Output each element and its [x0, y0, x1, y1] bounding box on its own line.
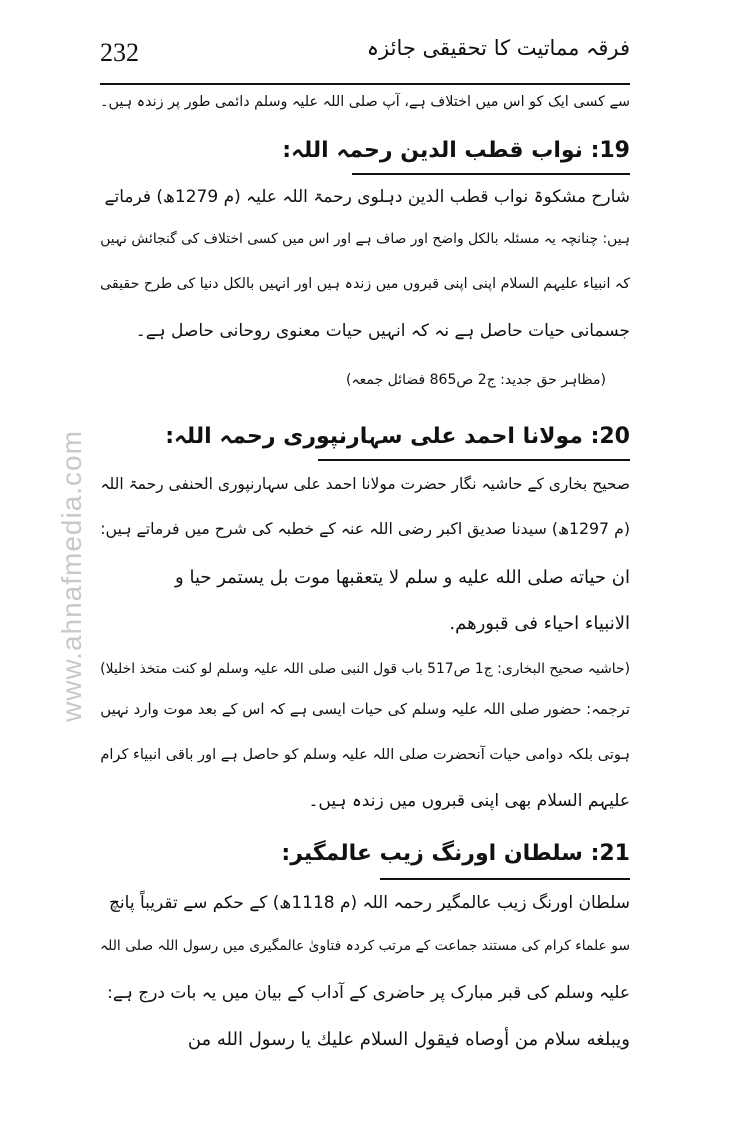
reference-citation: (مظاہر حق جدید: ج2 ص865 فضائل جمعہ)	[345, 372, 606, 388]
reference-citation: (حاشیہ صحیح البخاری: ج1 ص517 باب قول النبی صلی اللہ علیہ وسلم لو کنت متخذ اخلیلا)	[100, 661, 630, 677]
arabic-quote-line: الانبیاء احیاء فی قبورهم.	[449, 613, 630, 634]
arabic-quote-line: ویبلغه سلام من أوصاه فیقول السلام علیك یا رسول الله من	[187, 1029, 630, 1050]
section-heading-21: 21: سلطان اورنگ زیب عالمگیر:	[281, 841, 630, 866]
heading-underline	[380, 878, 630, 880]
heading-underline	[352, 173, 630, 175]
text-line: سو علماء کرام کی مستند جماعت کے مرتب کردہ فتاویٰ عالمگیری میں رسول اللہ صلی اللہ	[100, 938, 630, 954]
text-line: سے کسی ایک کو اس میں اختلاف ہے، آپ صلی اللہ علیہ وسلم دائمی طور پر زندہ ہیں۔	[100, 94, 630, 110]
header-rule	[100, 83, 630, 85]
heading-underline	[318, 459, 630, 461]
text-line: صحیح بخاری کے حاشیہ نگار حضرت مولانا احمد علی سہارنپوری الحنفی رحمۃ اللہ	[100, 475, 630, 493]
text-line: جسمانی حیات حاصل ہے نہ کہ انہیں حیات معنوی روحانی حاصل ہے۔	[135, 321, 630, 341]
translation-line: ترجمہ: حضور صلی اللہ علیہ وسلم کی حیات ایسی ہے کہ اس کے بعد موت وارد نہیں	[100, 700, 630, 718]
watermark: www.ahnafmedia.com	[56, 430, 87, 722]
text-line: (م 1297ھ) سیدنا صدیق اکبر رضی اللہ عنہ کے خطبہ کی شرح میں فرماتے ہیں:	[100, 519, 630, 538]
text-line: ہیں: چنانچہ یہ مسئلہ بالکل واضح اور صاف ہے اور اس میں کسی اختلاف کی گنجائش نہیں	[100, 231, 630, 247]
text-line: شارح مشکوۃ نواب قطب الدین دہلوی رحمۃ اللہ علیہ (م 1279ھ) فرماتے	[104, 187, 630, 207]
text-line: علیہ وسلم کی قبر مبارک پر حاضری کے آداب کے بیان میں یہ بات درج ہے:	[107, 983, 630, 1003]
page-number: 232	[100, 38, 139, 67]
text-line: کہ انبیاء علیہم السلام اپنی اپنی قبروں میں زندہ ہیں اور انہیں بالکل دنیا کی طرح حقیقی	[100, 276, 630, 292]
arabic-quote-line: ان حیاته صلی الله علیه و سلم لا یتعقبها موت بل یستمر حیا و	[175, 567, 630, 588]
text-line: ہوتی بلکہ دوامی حیات آنحضرت صلی اللہ علیہ وسلم کو حاصل ہے اور باقی انبیاء کرام	[100, 746, 630, 763]
text-line: سلطان اورنگ زیب عالمگیر رحمہ اللہ (م 1118ھ) کے حکم سے تقریباً پانچ	[108, 893, 630, 913]
section-heading-20: 20: مولانا احمد علی سہارنپوری رحمہ اللہ:	[165, 424, 630, 449]
text-line: علیہم السلام بھی اپنی قبروں میں زندہ ہیں۔	[308, 791, 630, 811]
section-heading-19: 19: نواب قطب الدین رحمہ اللہ:	[282, 138, 630, 163]
page-header	[100, 34, 630, 84]
running-title: فرقہ مماتیت کا تحقیقی جائزہ	[366, 36, 630, 60]
